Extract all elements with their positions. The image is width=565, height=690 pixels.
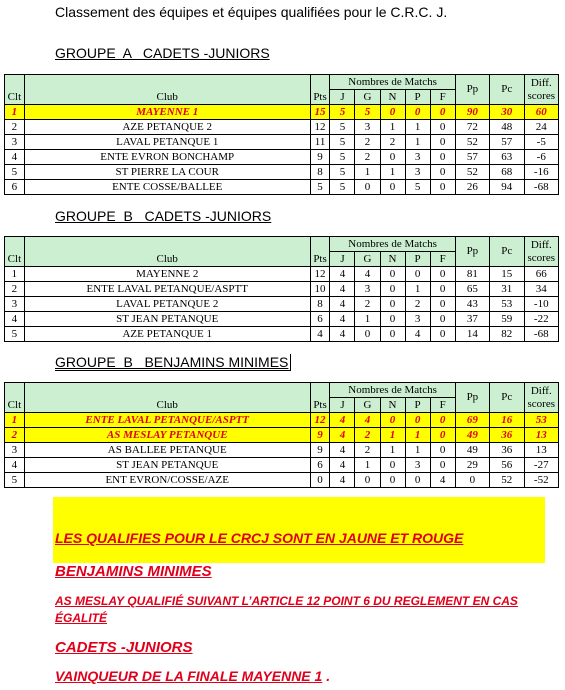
cell-g: 0 bbox=[355, 327, 380, 342]
cell-club: AZE PETANQUE 2 bbox=[24, 120, 310, 135]
cell-g: 4 bbox=[355, 267, 380, 282]
cell-n: 0 bbox=[380, 150, 405, 165]
cell-f: 0 bbox=[430, 282, 455, 297]
cell-clt: 3 bbox=[5, 135, 25, 150]
cell-pts: 12 bbox=[310, 120, 330, 135]
header-matches: Nombres de Matchs bbox=[330, 75, 455, 90]
cell-pp: 0 bbox=[455, 473, 489, 488]
cell-club: ST JEAN PETANQUE bbox=[24, 458, 310, 473]
cell-f: 0 bbox=[430, 413, 455, 428]
cell-pts: 9 bbox=[310, 150, 330, 165]
cell-diff: 53 bbox=[524, 413, 558, 428]
cell-pp: 29 bbox=[455, 458, 489, 473]
group-a-table bbox=[4, 74, 559, 195]
cell-n: 0 bbox=[380, 458, 405, 473]
final-suffix: . bbox=[322, 668, 331, 684]
cell-pc: 94 bbox=[490, 180, 524, 195]
final-note bbox=[55, 668, 330, 684]
cell-f: 0 bbox=[430, 180, 455, 195]
table-row bbox=[5, 120, 559, 135]
cell-pts: 10 bbox=[310, 282, 330, 297]
header-n: N bbox=[380, 252, 405, 267]
header-p: P bbox=[405, 252, 430, 267]
cell-club: ST JEAN PETANQUE bbox=[24, 312, 310, 327]
cell-g: 3 bbox=[355, 120, 380, 135]
cell-diff: -5 bbox=[524, 135, 558, 150]
group-b-title: GROUPE B CADETS -JUNIORS bbox=[55, 208, 272, 224]
cell-diff: -6 bbox=[524, 150, 558, 165]
header-diff bbox=[524, 237, 558, 267]
cell-p: 1 bbox=[405, 135, 430, 150]
header-diff-line1: Diff. bbox=[530, 76, 552, 89]
cell-f: 0 bbox=[430, 165, 455, 180]
header-p: P bbox=[405, 398, 430, 413]
cell-p: 2 bbox=[405, 297, 430, 312]
header-clt: Clt bbox=[5, 237, 25, 267]
cell-clt: 5 bbox=[5, 165, 25, 180]
header-diff-line2: scores bbox=[527, 89, 555, 102]
cell-j: 5 bbox=[330, 150, 355, 165]
cell-f: 4 bbox=[430, 473, 455, 488]
cell-f: 0 bbox=[430, 150, 455, 165]
cell-p: 3 bbox=[405, 312, 430, 327]
cell-g: 2 bbox=[355, 297, 380, 312]
cell-club: MAYENNE 2 bbox=[24, 267, 310, 282]
table-row bbox=[5, 413, 559, 428]
cell-j: 4 bbox=[330, 458, 355, 473]
cell-pp: 90 bbox=[455, 105, 489, 120]
header-p: P bbox=[405, 90, 430, 105]
cell-p: 1 bbox=[405, 120, 430, 135]
cell-club: ENTE LAVAL PETANQUE/ASPTT bbox=[24, 413, 310, 428]
table-row bbox=[5, 473, 559, 488]
cell-pp: 72 bbox=[455, 120, 489, 135]
cell-diff: 60 bbox=[524, 105, 558, 120]
cell-pp: 26 bbox=[455, 180, 489, 195]
header-g: G bbox=[355, 90, 380, 105]
cell-p: 4 bbox=[405, 327, 430, 342]
cell-pts: 5 bbox=[310, 180, 330, 195]
header-matches: Nombres de Matchs bbox=[330, 237, 455, 252]
cell-f: 0 bbox=[430, 428, 455, 443]
header-pp: Pp bbox=[455, 75, 489, 105]
header-n: N bbox=[380, 398, 405, 413]
cell-clt: 4 bbox=[5, 458, 25, 473]
header-club: Club bbox=[24, 383, 310, 413]
cell-f: 0 bbox=[430, 120, 455, 135]
cell-pp: 65 bbox=[455, 282, 489, 297]
cell-p: 0 bbox=[405, 413, 430, 428]
cell-pp: 81 bbox=[455, 267, 489, 282]
group-benjamins-title: GROUPE B BENJAMINS MINIMES bbox=[55, 354, 291, 371]
cell-club: MAYENNE 1 bbox=[24, 105, 310, 120]
cell-clt: 1 bbox=[5, 105, 25, 120]
header-clt: Clt bbox=[5, 383, 25, 413]
cell-n: 1 bbox=[380, 428, 405, 443]
cell-n: 0 bbox=[380, 267, 405, 282]
header-f: F bbox=[430, 252, 455, 267]
cell-p: 1 bbox=[405, 443, 430, 458]
cell-club: LAVAL PETANQUE 1 bbox=[24, 135, 310, 150]
header-g: G bbox=[355, 252, 380, 267]
cell-p: 0 bbox=[405, 473, 430, 488]
header-n: N bbox=[380, 90, 405, 105]
qualified-note: LES QUALIFIES POUR LE CRCJ SONT EN JAUNE ET ROUGE bbox=[55, 530, 464, 546]
cell-p: 1 bbox=[405, 282, 430, 297]
header-g: G bbox=[355, 398, 380, 413]
cell-diff: -52 bbox=[524, 473, 558, 488]
cell-j: 5 bbox=[330, 105, 355, 120]
cell-clt: 1 bbox=[5, 267, 25, 282]
cell-j: 4 bbox=[330, 327, 355, 342]
table-row bbox=[5, 180, 559, 195]
cell-j: 4 bbox=[330, 312, 355, 327]
header-f: F bbox=[430, 90, 455, 105]
cell-pc: 82 bbox=[490, 327, 524, 342]
cell-pts: 6 bbox=[310, 458, 330, 473]
cell-clt: 2 bbox=[5, 428, 25, 443]
cell-n: 0 bbox=[380, 282, 405, 297]
table-row bbox=[5, 165, 559, 180]
header-j: J bbox=[330, 252, 355, 267]
header-diff bbox=[524, 75, 558, 105]
cell-j: 5 bbox=[330, 180, 355, 195]
header-j: J bbox=[330, 398, 355, 413]
cell-j: 4 bbox=[330, 443, 355, 458]
header-pc: Pc bbox=[490, 383, 524, 413]
header-club: Club bbox=[24, 75, 310, 105]
cell-club: LAVAL PETANQUE 2 bbox=[24, 297, 310, 312]
cell-clt: 2 bbox=[5, 282, 25, 297]
header-row bbox=[5, 237, 559, 252]
cell-diff: 13 bbox=[524, 443, 558, 458]
header-row bbox=[5, 383, 559, 398]
cell-pc: 36 bbox=[490, 428, 524, 443]
cell-pp: 49 bbox=[455, 428, 489, 443]
cell-n: 0 bbox=[380, 297, 405, 312]
cell-n: 0 bbox=[380, 413, 405, 428]
cell-n: 1 bbox=[380, 443, 405, 458]
cell-g: 3 bbox=[355, 282, 380, 297]
cell-clt: 5 bbox=[5, 473, 25, 488]
cell-n: 0 bbox=[380, 312, 405, 327]
group-benjamins-table bbox=[4, 382, 559, 488]
cell-diff: -22 bbox=[524, 312, 558, 327]
cell-club: ST PIERRE LA COUR bbox=[24, 165, 310, 180]
cell-pp: 14 bbox=[455, 327, 489, 342]
table-row bbox=[5, 327, 559, 342]
cell-club: AS MESLAY PETANQUE bbox=[24, 428, 310, 443]
cell-g: 4 bbox=[355, 413, 380, 428]
final-winner-text: VAINQUEUR DE LA FINALE MAYENNE 1 bbox=[55, 668, 323, 684]
table-row bbox=[5, 428, 559, 443]
cell-g: 1 bbox=[355, 458, 380, 473]
cell-j: 5 bbox=[330, 165, 355, 180]
cell-g: 5 bbox=[355, 105, 380, 120]
cell-pc: 59 bbox=[490, 312, 524, 327]
cell-p: 5 bbox=[405, 180, 430, 195]
cell-n: 0 bbox=[380, 105, 405, 120]
header-diff-line1: Diff. bbox=[530, 238, 552, 251]
cell-clt: 4 bbox=[5, 150, 25, 165]
cell-diff: -10 bbox=[524, 297, 558, 312]
cell-pts: 12 bbox=[310, 413, 330, 428]
cell-pp: 57 bbox=[455, 150, 489, 165]
cell-clt: 1 bbox=[5, 413, 25, 428]
cell-n: 0 bbox=[380, 473, 405, 488]
table-row bbox=[5, 458, 559, 473]
cell-j: 5 bbox=[330, 135, 355, 150]
cell-diff: -27 bbox=[524, 458, 558, 473]
header-matches: Nombres de Matchs bbox=[330, 383, 455, 398]
cell-pp: 52 bbox=[455, 135, 489, 150]
table-row bbox=[5, 105, 559, 120]
header-pp: Pp bbox=[455, 237, 489, 267]
cell-diff: 66 bbox=[524, 267, 558, 282]
cell-diff: -68 bbox=[524, 180, 558, 195]
cell-f: 0 bbox=[430, 443, 455, 458]
cell-j: 4 bbox=[330, 413, 355, 428]
cell-pts: 12 bbox=[310, 267, 330, 282]
cell-pts: 9 bbox=[310, 443, 330, 458]
page-title: Classement des équipes et équipes qualifiées pour le C.R.C. J. bbox=[55, 4, 448, 20]
cell-pc: 36 bbox=[490, 443, 524, 458]
benjamins-heading: BENJAMINS MINIMES bbox=[55, 563, 212, 580]
cell-pc: 52 bbox=[490, 473, 524, 488]
cell-g: 2 bbox=[355, 443, 380, 458]
cell-j: 4 bbox=[330, 282, 355, 297]
cell-club: ENTE LAVAL PETANQUE/ASPTT bbox=[24, 282, 310, 297]
cell-pts: 9 bbox=[310, 428, 330, 443]
cell-pc: 30 bbox=[490, 105, 524, 120]
cell-p: 3 bbox=[405, 458, 430, 473]
cell-pc: 31 bbox=[490, 282, 524, 297]
cell-f: 0 bbox=[430, 297, 455, 312]
cell-club: AZE PETANQUE 1 bbox=[24, 327, 310, 342]
cadets-heading: CADETS -JUNIORS bbox=[55, 639, 193, 656]
cell-f: 0 bbox=[430, 135, 455, 150]
table-row bbox=[5, 297, 559, 312]
cell-pp: 37 bbox=[455, 312, 489, 327]
cell-club: ENTE EVRON BONCHAMP bbox=[24, 150, 310, 165]
header-row bbox=[5, 75, 559, 90]
cell-j: 4 bbox=[330, 267, 355, 282]
header-pc: Pc bbox=[490, 237, 524, 267]
cell-pc: 16 bbox=[490, 413, 524, 428]
cell-n: 1 bbox=[380, 165, 405, 180]
cell-pp: 43 bbox=[455, 297, 489, 312]
cell-pp: 52 bbox=[455, 165, 489, 180]
cell-diff: 34 bbox=[524, 282, 558, 297]
cell-pp: 69 bbox=[455, 413, 489, 428]
header-diff bbox=[524, 383, 558, 413]
cell-pc: 57 bbox=[490, 135, 524, 150]
cell-g: 0 bbox=[355, 473, 380, 488]
cell-j: 4 bbox=[330, 428, 355, 443]
cell-pts: 0 bbox=[310, 473, 330, 488]
cell-j: 4 bbox=[330, 297, 355, 312]
cell-p: 3 bbox=[405, 150, 430, 165]
cell-n: 0 bbox=[380, 180, 405, 195]
cell-diff: 13 bbox=[524, 428, 558, 443]
header-clt: Clt bbox=[5, 75, 25, 105]
cell-club: ENT EVRON/COSSE/AZE bbox=[24, 473, 310, 488]
table-row bbox=[5, 282, 559, 297]
cell-g: 1 bbox=[355, 312, 380, 327]
header-diff-line2: scores bbox=[527, 397, 555, 410]
header-diff-line2: scores bbox=[527, 251, 555, 264]
cell-pp: 49 bbox=[455, 443, 489, 458]
cell-club: AS BALLEE PETANQUE bbox=[24, 443, 310, 458]
cell-g: 2 bbox=[355, 428, 380, 443]
table-row bbox=[5, 150, 559, 165]
cell-p: 0 bbox=[405, 267, 430, 282]
cell-g: 2 bbox=[355, 150, 380, 165]
cell-clt: 2 bbox=[5, 120, 25, 135]
header-diff-line1: Diff. bbox=[530, 384, 552, 397]
cell-pc: 68 bbox=[490, 165, 524, 180]
cell-pts: 8 bbox=[310, 165, 330, 180]
cell-clt: 3 bbox=[5, 443, 25, 458]
cell-clt: 4 bbox=[5, 312, 25, 327]
cell-g: 0 bbox=[355, 180, 380, 195]
cell-f: 0 bbox=[430, 267, 455, 282]
cell-pts: 15 bbox=[310, 105, 330, 120]
table-row bbox=[5, 267, 559, 282]
cell-pc: 53 bbox=[490, 297, 524, 312]
header-pts: Pts bbox=[310, 75, 330, 105]
table-row bbox=[5, 443, 559, 458]
header-pts: Pts bbox=[310, 237, 330, 267]
cell-pts: 4 bbox=[310, 327, 330, 342]
cell-diff: -16 bbox=[524, 165, 558, 180]
header-club: Club bbox=[24, 237, 310, 267]
cell-clt: 6 bbox=[5, 180, 25, 195]
header-f: F bbox=[430, 398, 455, 413]
group-b-table bbox=[4, 236, 559, 342]
cell-j: 4 bbox=[330, 473, 355, 488]
cell-clt: 5 bbox=[5, 327, 25, 342]
cell-g: 1 bbox=[355, 165, 380, 180]
cell-pc: 15 bbox=[490, 267, 524, 282]
header-pts: Pts bbox=[310, 383, 330, 413]
table-row bbox=[5, 312, 559, 327]
group-a-title: GROUPE A CADETS -JUNIORS bbox=[55, 45, 270, 61]
header-pp: Pp bbox=[455, 383, 489, 413]
cell-p: 3 bbox=[405, 165, 430, 180]
header-j: J bbox=[330, 90, 355, 105]
cell-n: 1 bbox=[380, 120, 405, 135]
cell-pc: 56 bbox=[490, 458, 524, 473]
cell-pts: 8 bbox=[310, 297, 330, 312]
cell-club: ENTE COSSE/BALLEE bbox=[24, 180, 310, 195]
cell-p: 1 bbox=[405, 428, 430, 443]
cell-diff: -68 bbox=[524, 327, 558, 342]
cell-pts: 6 bbox=[310, 312, 330, 327]
cell-n: 0 bbox=[380, 327, 405, 342]
header-pc: Pc bbox=[490, 75, 524, 105]
meslay-note: AS MESLAY QUALIFIÉ SUIVANT L’ARTICLE 12 POINT 6 DU REGLEMENT EN CAS ÉGALITÉ bbox=[55, 594, 518, 625]
cell-j: 5 bbox=[330, 120, 355, 135]
cell-f: 0 bbox=[430, 105, 455, 120]
cell-pts: 11 bbox=[310, 135, 330, 150]
cell-f: 0 bbox=[430, 327, 455, 342]
cell-pc: 48 bbox=[490, 120, 524, 135]
cell-g: 2 bbox=[355, 135, 380, 150]
cell-f: 0 bbox=[430, 312, 455, 327]
cell-p: 0 bbox=[405, 105, 430, 120]
cell-f: 0 bbox=[430, 458, 455, 473]
cell-n: 2 bbox=[380, 135, 405, 150]
table-row bbox=[5, 135, 559, 150]
cell-diff: 24 bbox=[524, 120, 558, 135]
cell-clt: 3 bbox=[5, 297, 25, 312]
cell-pc: 63 bbox=[490, 150, 524, 165]
